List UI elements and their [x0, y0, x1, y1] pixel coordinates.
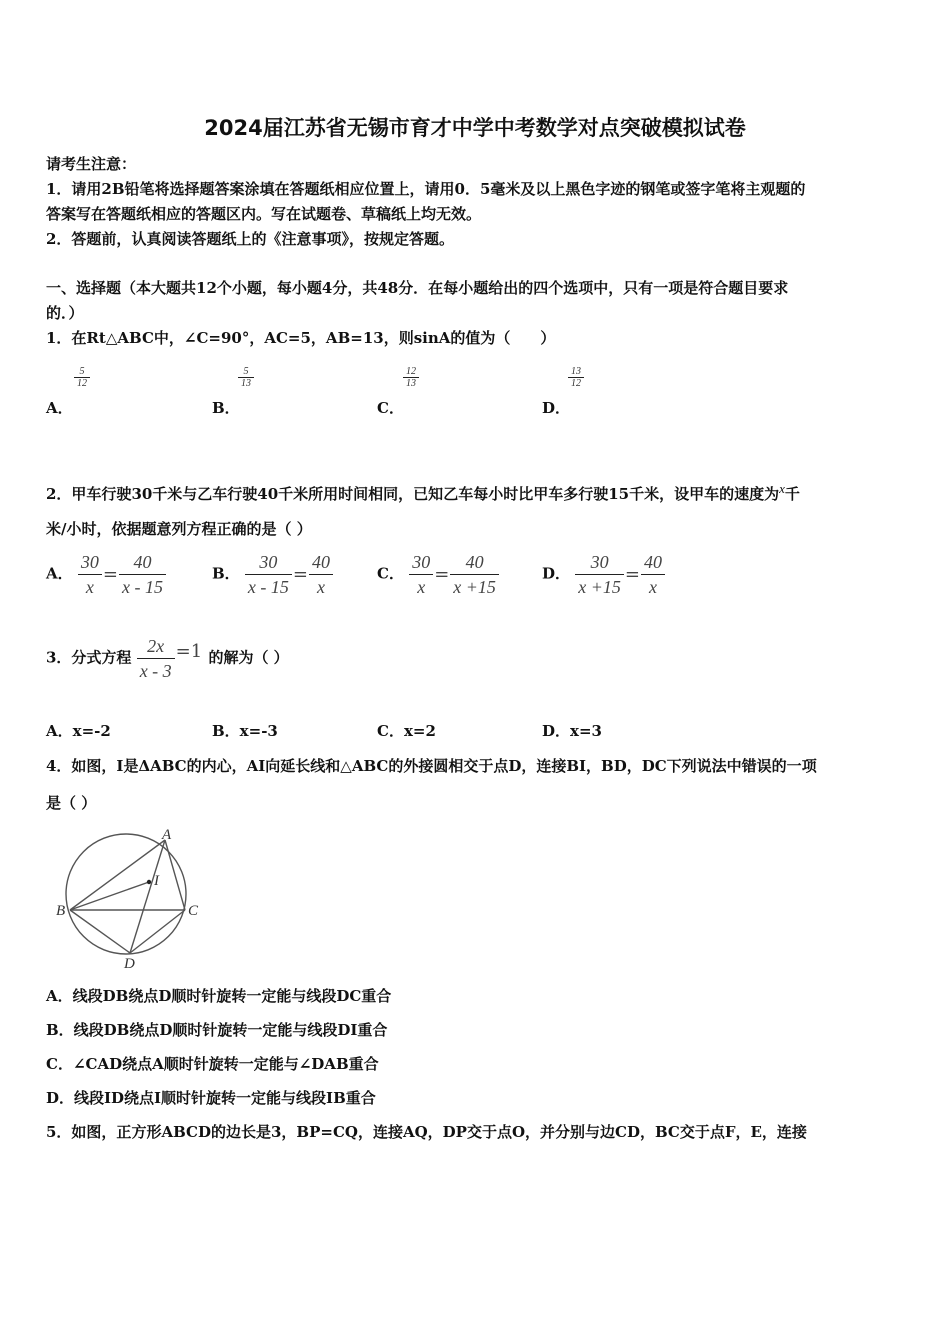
left-fraction [409, 550, 433, 599]
denominator: x [641, 574, 665, 599]
denominator: 12 [568, 377, 584, 389]
denominator: x +15 [450, 574, 499, 599]
q1-option-d [542, 366, 581, 418]
equals-sign: = [102, 564, 118, 585]
q4-option-a: A．线段DB绕点D顺时针旋转一定能与线段DC重合 [46, 987, 392, 1005]
denominator: x [78, 574, 102, 599]
label-b: B [56, 903, 66, 919]
fraction [74, 366, 90, 389]
denominator: x - 15 [245, 574, 292, 599]
q2-stem-line-1 [46, 481, 800, 504]
q1-option-a [46, 366, 87, 418]
numerator: 13 [571, 366, 581, 377]
q3-option-a: A．x=-2 [46, 722, 111, 740]
section-heading-line-1: 一、选择题（本大题共12个小题，每小题4分，共48分．在每小题给出的四个选项中，只有一项是符合题目要求 [46, 279, 789, 297]
segment-bi [70, 882, 149, 910]
q3-stem-tail: 的解为（ ） [208, 648, 289, 667]
q4-option-d: D．线段ID绕点I顺时针旋转一定能与线段IB重合 [46, 1089, 376, 1107]
label-d: D [124, 956, 135, 972]
q4-option-b: B．线段DB绕点D顺时针旋转一定能与线段DI重合 [46, 1021, 388, 1039]
q2-option-d [542, 550, 665, 599]
numerator: 40 [465, 552, 484, 572]
fraction [568, 366, 584, 389]
label-i: I [154, 873, 159, 889]
notice-item-2: 2．答题前，认真阅读答题纸上的《注意事项》，按规定答题。 [46, 230, 454, 248]
denominator: x +15 [575, 574, 624, 599]
q3-option-c: C．x=2 [377, 722, 436, 740]
option-label: D． [542, 564, 571, 583]
right-fraction [309, 550, 333, 599]
page-title: 2024届江苏省无锡市育才中学中考数学对点突破模拟试卷 [204, 116, 746, 140]
equals-sign: = [292, 564, 308, 585]
numerator: 30 [590, 552, 609, 572]
q3-stem-text: 3．分式方程 [46, 648, 132, 667]
right-fraction [450, 550, 499, 599]
equation-rhs: =1 [175, 640, 203, 662]
fraction [238, 366, 254, 389]
numerator: 30 [259, 552, 278, 572]
notice-heading: 请考生注意： [46, 155, 137, 173]
right-fraction [641, 550, 665, 599]
q1-option-c [377, 366, 416, 418]
option-label: D． [542, 399, 571, 417]
q3-stem [46, 634, 289, 683]
numerator: 30 [80, 552, 99, 572]
denominator: 13 [238, 377, 254, 389]
option-label: C． [377, 399, 404, 417]
denominator: x - 15 [119, 574, 166, 599]
option-label: B． [212, 399, 240, 417]
notice-item-1-line-1: 1．请用2B铅笔将选择题答案涂填在答题纸相应位置上，请用0．5毫米及以上黑色字迹的钢笔或签字笔将主观题的 [46, 180, 806, 198]
q4-stem-line-1: 4．如图，I是ΔABC的内心，AI向延长线和△ABC的外接圆相交于点D，连接BI，BD，DC下列说法中错误的一项 [46, 757, 817, 775]
q1-option-b [212, 366, 251, 418]
equals-sign: = [624, 564, 640, 585]
q2-option-c [377, 550, 499, 599]
q2-option-b [212, 550, 333, 599]
denominator: 13 [403, 377, 419, 389]
q3-fraction [137, 634, 175, 683]
denominator: x - 3 [137, 658, 175, 683]
segment-ad [130, 840, 165, 953]
option-label: B． [212, 564, 240, 583]
q5-stem: 5．如图，正方形ABCD的边长是3，BP=CQ，连接AQ，DP交于点O，并分别与边CD，BC交于点F，E，连接 [46, 1123, 807, 1141]
option-label: A． [46, 564, 73, 583]
q2-option-a [46, 550, 166, 599]
denominator: x [309, 574, 333, 599]
denominator: 12 [74, 377, 90, 389]
segment-ac [165, 840, 185, 910]
segment-dc [130, 910, 185, 953]
right-fraction [119, 550, 166, 599]
numerator: 30 [412, 552, 431, 572]
left-fraction [78, 550, 102, 599]
equals-sign: = [434, 564, 450, 585]
notice-item-1-line-2: 答案写在答题纸相应的答题区内。写在试题卷、草稿纸上均无效。 [46, 205, 482, 223]
q4-stem-line-2: 是（ ） [46, 794, 97, 812]
option-label: C． [377, 564, 404, 583]
option-label: A． [46, 399, 73, 417]
label-c: C [188, 903, 199, 919]
numerator: 40 [133, 552, 152, 572]
numerator: 2x [147, 636, 165, 656]
numerator: 12 [406, 366, 416, 377]
q1-stem: 1．在Rt△ABC中，∠C=90°，AC=5，AB=13，则sinA的值为（ ） [46, 329, 556, 347]
q4-option-c: C．∠CAD绕点A顺时针旋转一定能与∠DAB重合 [46, 1055, 379, 1073]
point-i [147, 880, 151, 884]
q4-circle-figure [48, 822, 218, 972]
numerator: 5 [79, 366, 85, 377]
variable-x: x [779, 481, 785, 496]
fraction [403, 366, 419, 389]
q3-option-d: D．x=3 [542, 722, 602, 740]
q2-stem-text: 2．甲车行驶30千米与乙车行驶40千米所用时间相同，已知乙车每小时比甲车多行驶15千米，设甲车的速度为 [46, 485, 780, 503]
q2-stem-line-2: 米/小时，依据题意列方程正确的是（ ） [46, 520, 312, 538]
numerator: 40 [312, 552, 330, 572]
q2-stem-tail: 千 [784, 485, 800, 503]
section-heading-line-2: 的．） [46, 304, 84, 322]
left-fraction [575, 550, 624, 599]
q3-option-b: B．x=-3 [212, 722, 278, 740]
numerator: 40 [643, 552, 662, 572]
numerator: 5 [243, 366, 249, 377]
denominator: x [409, 574, 433, 599]
label-a: A [162, 827, 172, 843]
left-fraction [245, 550, 292, 599]
